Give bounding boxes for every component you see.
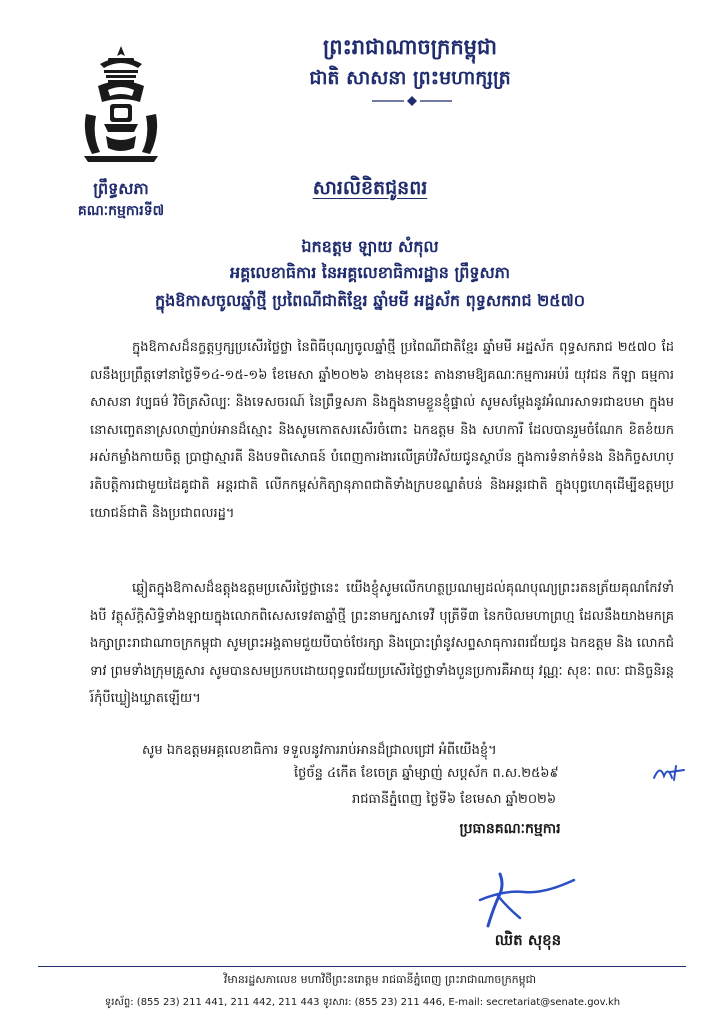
closing-salutation: សូម ឯកឧត្តមអគ្គលេខាធិការ ទទួលនូវការរាប់អានដ៏ជ្រាលជ្រៅ អំពីយើងខ្ញុំ។ (142, 743, 497, 758)
handwritten-mark-icon (650, 760, 690, 784)
signer-name: ឈិត សុខុន (494, 931, 562, 949)
footer-divider (38, 966, 686, 967)
sender-organization: ព្រឹទ្ធសភា (93, 179, 149, 198)
footer-contacts: ទូរស័ព្ទ: (855 23) 211 441, 211 442, 211 443 ទូរសារ: (855 23) 211 446, E-mail: secretariat@senate.gov.kh (104, 997, 621, 1008)
place-and-date: រាជធានីភ្នំពេញ ថ្ងៃទី៦ ខែមេសា ឆ្នាំ២០២៦ (352, 792, 557, 807)
national-motto: ជាតិ សាសនា ព្រះមហាក្សត្រ (309, 67, 511, 89)
lunar-date: ថ្ងៃច័ន្ទ ៤កើត ខែចេត្រ ឆ្នាំម្សាញ់ សប្តស័ក ព.ស.២៥៦៩ (294, 766, 559, 781)
royal-emblem-icon (78, 44, 164, 166)
body-paragraph-2: ឆ្លៀតក្នុងឱកាសដ៏ឧត្តុងឧត្តមប្រសើរថ្លៃថ្លានេះ យើងខ្ញុំសូមលើកហត្ថប្រណម្យដល់គុណបុណ្យព្រះរតនត្រ័យគុណកែវទាំងបី វត្ថុស័ក្តិសិទ្ធិទាំងឡាយក្នុងលោកពិសេសទេវតាឆ្នាំថ្មី ព្រះនាមក្បសាទេវី បុត្រីទី៣ នៃកបិលមហាព្រហ្ម ដែលនឹងយាងមកគ្រងក្សាព្រះរាជាណាចក្រកម្ពុជា សូមព្រះអង្គតាមជួយបីបាច់ថែរក្សា និងប្រោះព្រំនូវសព្ទសាធុការពរជ័យជូន ឯកឧត្តម និង លោកជំទាវ ព្រមទាំងក្រុមគ្រួសារ សូមបានសមប្រកបដោយពុទ្ធពរជ័យប្រសើរថ្លៃថ្លាទាំងបួនប្រការគឺអាយុ វណ្ណៈ សុខៈ ពលៈ ជានិច្ចនិរន្តរ៍កុំបីឃ្លៀងឃ្លាតឡើយ។ (90, 581, 674, 707)
body-paragraph-1: ក្នុងឱកាសដ៏នក្ខត្តឫក្សប្រសើរថ្លៃថ្លា នៃពិធីបុណ្យចូលឆ្នាំថ្មី ប្រពៃណីជាតិខ្មែរ ឆ្នាំមមី អដ្ឋស័ក ពុទ្ធសករាជ ២៥៧០ ដែលនឹងប្រព្រឹត្តទៅនាថ្ងៃទី១៤-១៥-១៦ ខែមេសា ឆ្នាំ២០២៦ ខាងមុខនេះ តាងនាមឱ្យគណៈកម្មការអប់រំ យុវជន កីឡា ធម្មការ សាសនា វប្បធម៌ វិចិត្រសិល្បៈ និងទេសចរណ៍ នៃព្រឹទ្ធសភា និងក្នុងនាមខ្លួនខ្ញុំផ្ទាល់ សូមសម្តែងនូវអំណរសាទរជាឧបមា ក្នុងមនោសញ្ចេតនាស្រលាញ់រាប់អានដ៏ស្មោះ និងសូមកោតសរសើរចំពោះ ឯកឧត្តម និង សហការី ដែលបានរួមចំណែក ខិតខំយកអស់កម្លាំងកាយចិត្ត ប្រាជ្ញាស្មារតី និងបទពិសោធន៍ បំពេញការងារលើគ្រប់វិស័យជូនស្ថាប័ន ក្នុងការទំនាក់ទំនង និងកិច្ចសហប្រតិបត្តិការជាមួយដៃគូជាតិ អន្តរជាតិ លើកកម្ពស់កិត្យានុភាពជាតិទាំងក្របខណ្ឌតំបន់ និងអន្តរជាតិ ក្នុងបុព្វហេតុដើម្បីឧត្តមប្រយោជន៍ជាតិ និងប្រជាពលរដ្ឋ។ (90, 340, 674, 521)
kingdom-name: ព្រះរាជាណាចក្រកម្ពុជា (322, 35, 497, 59)
signer-title: ប្រធានគណៈកម្មការ (459, 821, 561, 837)
recipient-position: អគ្គលេខាធិការ នៃអគ្គលេខាធិការដ្ឋាន ព្រឹទ្ធសភា (230, 263, 510, 282)
sender-commission: គណៈកម្មការទី៧ (77, 203, 165, 219)
footer-address: វិមានរដ្ឋសភាលេខ មហាវិថីព្រះនរោត្តម រាជធានីភ្នំពេញ ព្រះរាជាណាចក្រកម្ពុជា (223, 973, 537, 986)
document-title: សារលិខិតជូនពរ (312, 177, 428, 199)
occasion-line: ក្នុងឱកាសចូលឆ្នាំថ្មី ប្រពៃណីជាតិខ្មែរ ឆ្នាំមមី អដ្ឋស័ក ពុទ្ធសករាជ ២៥៧០ (154, 291, 586, 310)
recipient-name: ឯកឧត្តម ឡាយ សំកុល (301, 237, 439, 256)
signature-icon (474, 866, 584, 932)
divider-ornament-icon (372, 96, 452, 106)
